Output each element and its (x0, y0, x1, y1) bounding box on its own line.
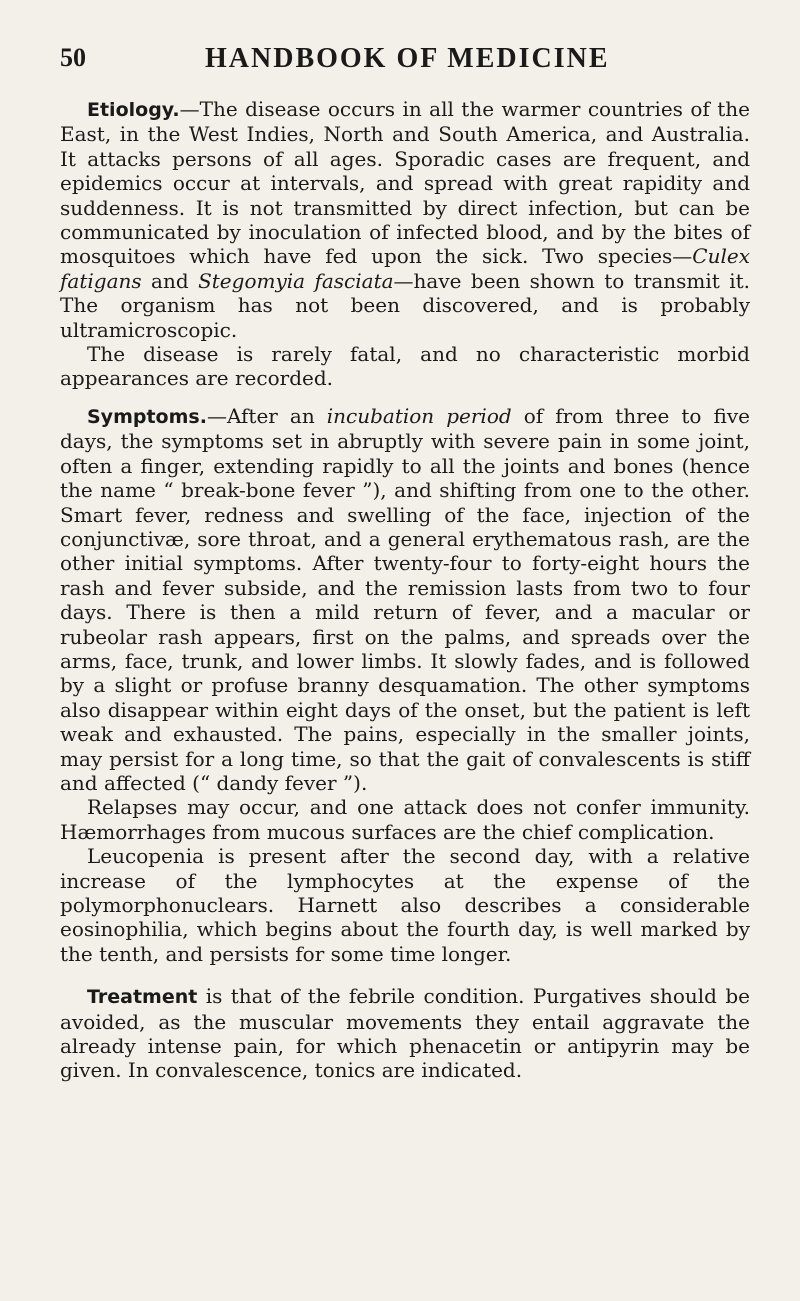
page-header (60, 43, 740, 83)
relapses-paragraph: Relapses may occur, and one attack does not confer immunity. Hæmorrhages from mucous surfaces are the chief complication. (60, 795, 750, 844)
running-title: HANDBOOK OF MEDICINE (205, 43, 610, 74)
symptoms-text-b: of from three to five days, the symptoms set in abruptly with severe pain in some joint, often a finger, extending rapidly to all the joints and bones (hence the name “ break-bone fever ”), and shifting from one to the other. Smart fever, redness and swelling of the face, injection of the conjunctivæ, sore throat, and a general erythematous rash, are the other initial symptoms. After twenty-four to forty-eight hours the rash and fever subside, and the remission lasts from two to four days. There is then a mild return of fever, and a macular or rubeolar rash appears, first on the palms, and spreads over the arms, face, trunk, and lower limbs. It slowly fades, and is followed by a slight or profuse branny desquamation. The other symptoms also disappear within eight days of the onset, but the patient is left weak and exhausted. The pains, especially in the smaller joints, may persist for a long time, so that the gait of convalescents is stiff and affected (“ dandy fever ”). (60, 403, 750, 795)
page-number: 50 (60, 43, 86, 72)
treatment-text: is that of the febrile condition. Purgatives should be avoided, as the muscular movements they entail aggravate the already intense pain, for which phenacetin or antipyrin may be given. In convalescence, tonics are indicated. (60, 984, 750, 1083)
symptoms-heading: Symptoms. (87, 405, 207, 428)
incubation-term: incubation period (326, 403, 512, 428)
stegomyia-name: Stegomyia fasciata (198, 268, 394, 293)
etiology-and: and (141, 268, 199, 293)
symptoms-text-a: —After an (206, 403, 327, 428)
etiology-heading: Etiology. (87, 99, 180, 121)
etiology-paragraph (60, 97, 750, 342)
symptoms-paragraph (60, 404, 750, 796)
leucopenia-paragraph: Leucopenia is present after the second day, with a relative increase of the lymphocytes at the expense of the polymorphonuclears. Harnett also describes a considerable eosinophilia, which begins about the fourth day, is well marked by the tenth, and persists for some time longer. (60, 844, 750, 966)
etiology-paragraph-2: The disease is rarely fatal, and no characteristic morbid appearances are recorded. (60, 342, 750, 391)
etiology-text-b: —have been shown to transmit it. The organism has not been discovered, and is probably ultramicroscopic. (60, 268, 750, 342)
page-body (60, 97, 750, 1083)
etiology-text-a: —The disease occurs in all the warmer countries of the East, in the West Indies, North and South America, and Australia. It attacks persons of all ages. Sporadic cases are frequent, and epidemics occur at intervals, and spread with great rapidity and suddenness. It is not transmitted by direct infection, but can be communicated by inoculation of infected blood, and by the bites of mosquitoes which have fed upon the sick. Two species— (60, 97, 750, 269)
culex-name: Culex fatigans (60, 244, 750, 293)
treatment-paragraph (60, 984, 750, 1083)
treatment-heading: Treatment (87, 986, 198, 1009)
